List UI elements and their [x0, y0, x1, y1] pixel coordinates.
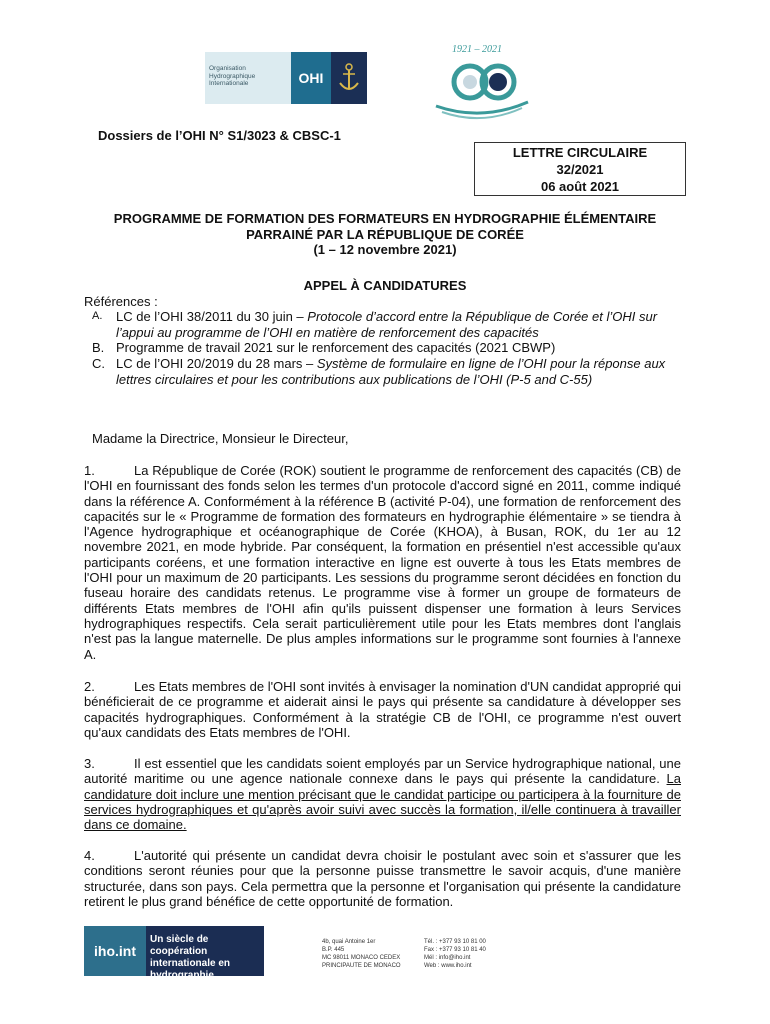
paragraph-number: 3.: [84, 756, 95, 771]
paragraph-2: 2. Les Etats membres de l'OHI sont invités à envisager la nomination d'UN candidat approprié qui bénéficierait de ce programme et aiderait ainsi le pays qui présente sa candidature à développer ses capacités hydrographiques. Conformément à la stratégie CB de l'OHI, ce programme n'est ouvert qu'aux candidats des Etats membres de l'OHI.: [84, 679, 681, 740]
ohi-mark: OHI: [291, 52, 331, 104]
references-label: Références :: [84, 294, 158, 309]
anchor-emblem-icon: [331, 52, 367, 104]
circular-label: LETTRE CIRCULAIRE: [512, 145, 648, 160]
paragraph-4: 4. L'autorité qui présente un candidat devra choisir le postulant avec soin et s'assurer que les conditions seront réunies pour que la personne puisse transmettre le savoir acquis, d'une manière structurée, dans son pays. Cela permettra que la personne et l'organisation qui présente la candidature retirent le plus grand bénéfice de cette opportunité de formation.: [84, 848, 681, 909]
ohi-logo: [205, 52, 367, 104]
dossier-reference: Dossiers de l’OHI N° S1/3023 & CBSC-1: [98, 128, 341, 143]
salutation: Madame la Directrice, Monsieur le Directeur,: [92, 431, 349, 446]
footer-contact: Tél. : +377 93 10 81 00 Fax : +377 93 10 81 40 Mél : info@iho.int Web : www.iho.int: [424, 939, 486, 969]
reference-item-c: C. LC de l’OHI 20/2019 du 28 mars – Système de formulaire en ligne de l’OHI pour la réponse aux lettres circulaires et pour les contributions aux publications de l’OHI (P-5 and C-55): [92, 356, 666, 387]
paragraph-3: 3. Il est essentiel que les candidats soient employés par un Service hydrographique national, une autorité maritime ou une agence nationale connexe dans le pays qui présente la candidature. La candidature doit inclure une mention précisant que le candidat participe ou participera à la fourniture de services hydrographiques et qu'après avoir suivi avec succès la formation, il/elle continuera à travailler dans ce domaine.: [84, 756, 681, 833]
footer-tagline: Un siècle de coopération internationale en hydrographie: [146, 926, 264, 976]
reference-item-a: A. LC de l’OHI 38/2011 du 30 juin – Protocole d’accord entre la République de Corée et l’OHI sur l’appui au programme de l’OHI en matière de renforcement des capacités: [92, 309, 658, 340]
footer-address: 4b, quai Antoine 1er B.P. 445 MC 98011 MONACO CEDEX PRINCIPAUTE DE MONACO: [322, 939, 401, 969]
paragraph-number: 1.: [84, 463, 95, 478]
paragraph-number: 4.: [84, 848, 95, 863]
footer-logo: [84, 926, 264, 981]
circular-number: 32/2021: [556, 162, 604, 177]
document-title: PROGRAMME DE FORMATION DES FORMATEURS EN HYDROGRAPHIE ÉLÉMENTAIRE PARRAINÉ PAR LA RÉPUBLIQUE DE CORÉE (1 – 12 novembre 2021): [113, 211, 657, 257]
ohi-logo-text: Organisation Hydrographique Internationale: [209, 65, 256, 87]
circular-letter-box: [474, 142, 686, 196]
centenary-logo: [428, 44, 536, 122]
document-subtitle: APPEL À CANDIDATURES: [303, 278, 467, 293]
circular-date: 06 août 2021: [540, 179, 620, 194]
centenary-year-range: 1921 – 2021: [452, 44, 502, 55]
underlined-requirement: La candidature doit inclure une mention précisant que le candidat participe ou participera à la fourniture de services hydrographiques et qu'après avoir suivi avec succès la formation, il/elle continuera à travailler dans ce domaine.: [84, 771, 681, 833]
reference-item-b: B. Programme de travail 2021 sur le renforcement des capacités (2021 CBWP): [92, 340, 556, 355]
footer-site: iho.int: [84, 926, 146, 976]
paragraph-1: 1. La République de Corée (ROK) soutient le programme de renforcement des capacités (CB) de l'OHI en fournissant des fonds selon les termes d'un protocole d'accord signé en 2011, comme indiqué dans la référence A. Conformément à la référence B (activité P-04), une formation de renforcement des capacités sur le « Programme de formation des formateurs en hydrographie élémentaire » se tiendra à l'Agence hydrographique et océanographique de Corée (KHOA), à Busan, ROK, du 1er au 12 novembre 2021, en mode hybride. Par conséquent, la formation en présentiel n'est accessible qu'aux participants coréens, et une formation interactive en ligne est ouverte à tous les Etats membres de l'OHI pour un maximum de 20 participants. Les sessions du programme seront décidées en fonction du fuseau horaire des candidats retenus. Le programme vise à former un groupe de formateurs de différents Etats membres de l'OHI afin qu'ils puissent dispenser une formation à leurs Services hydrographiques respectifs. Cela serait particulièrement utile pour les Etats membres dont l'anglais n'est pas la langue maternelle. De plus amples informations sur le programme sont fournies à l'annexe A.: [84, 463, 681, 662]
paragraph-number: 2.: [84, 679, 95, 694]
